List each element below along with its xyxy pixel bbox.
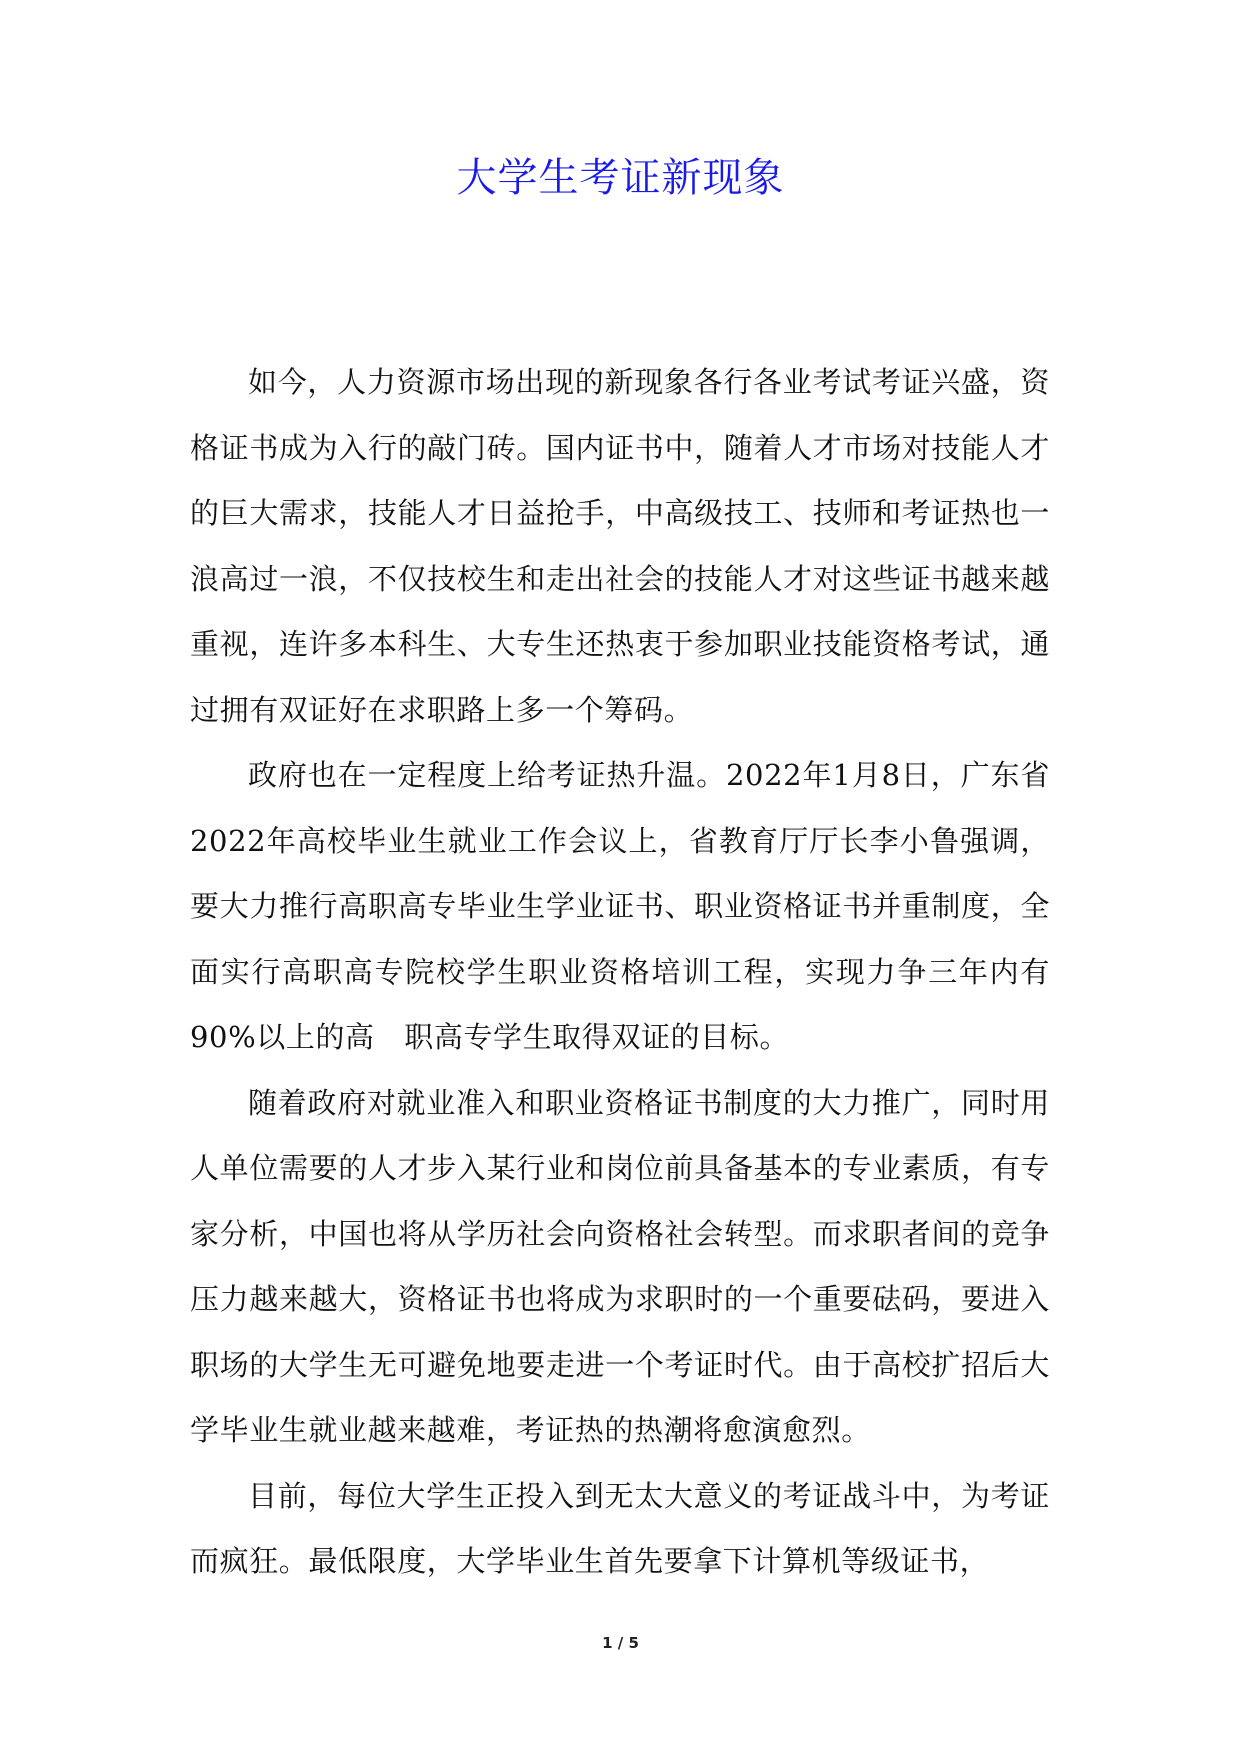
paragraph-2: 政府也在一定程度上给考证热升温。2022年1月8日，广东省2022年高校毕业生就业工作会议上，省教育厅厅长李小鲁强调，要大力推行高职高专毕业生学业证书、职业资格证书并重制度，全面实行高职高专院校学生职业资格培训工程，实现力争三年内有90%以上的高 职高专学生取得双证的目标。 — [190, 758, 1050, 1054]
page-number: 1 / 5 — [602, 1634, 639, 1652]
paragraph-3: 随着政府对就业准入和职业资格证书制度的大力推广，同时用人单位需要的人才步入某行业和岗位前具备基本的专业素质，有专家分析，中国也将从学历社会向资格社会转型。而求职者间的竞争压力越来越大，资格证书也将成为求职时的一个重要砝码，要进入职场的大学生无可避免地要走进一个考证时代。由于高校扩招后大学毕业生就业越来越难，考证热的热潮将愈演愈烈。 — [190, 1085, 1050, 1447]
document-title: 大学生考证新现象 — [456, 155, 785, 201]
paragraph-1: 如今，人力资源市场出现的新现象各行各业考试考证兴盛，资格证书成为入行的敲门砖。国内证书中，随着人才市场对技能人才的巨大需求，技能人才日益抢手，中高级技工、技师和考证热也一浪高过一浪，不仅技校生和走出社会的技能人才对这些证书越来越重视，连许多本科生、大专生还热衷于参加职业技能资格考试，通过拥有双证好在求职路上多一个筹码。 — [190, 365, 1050, 727]
document-body — [190, 350, 1050, 1595]
paragraph-4: 目前，每位大学生正投入到无太大意义的考证战斗中，为考证而疯狂。最低限度，大学毕业生首先要拿下计算机等级证书， — [190, 1478, 1050, 1578]
